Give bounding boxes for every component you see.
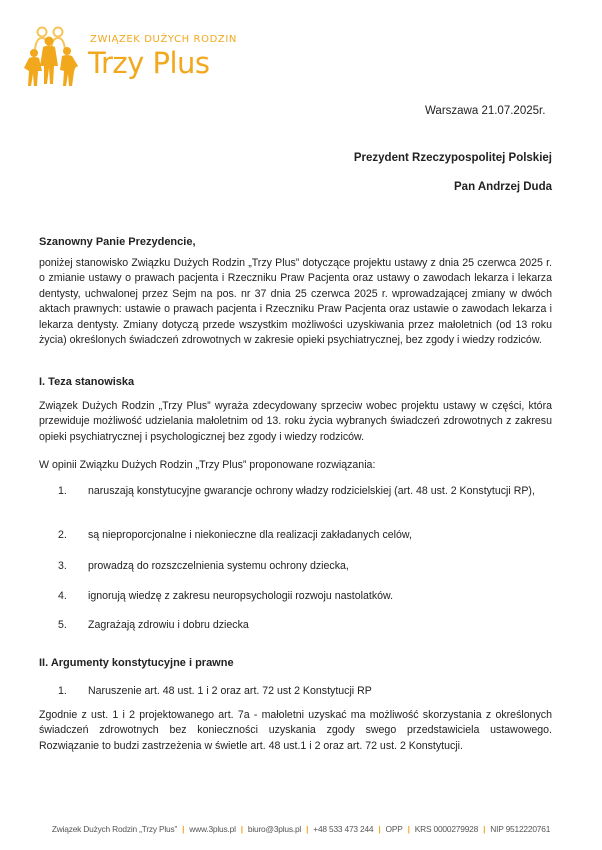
footer-separator: | (378, 824, 381, 834)
list-item (58, 618, 552, 633)
section-1-lead: W opinii Związku Dużych Rodzin „Trzy Plus” proponowane rozwiązania: (39, 459, 376, 471)
footer-separator: | (407, 824, 410, 834)
logo-subtitle: ZWIĄZEK DUŻYCH RODZIN (90, 34, 237, 45)
list-item (58, 484, 552, 499)
list-text: Naruszenie art. 48 ust. 1 i 2 oraz art. 72 ust 2 Konstytucji RP (88, 685, 372, 697)
recipient-title: Prezydent Rzeczypospolitej Polskiej (353, 152, 552, 164)
list-number: 3. (58, 560, 67, 572)
footer-email[interactable]: biuro@3plus.pl (247, 824, 302, 834)
footer-separator: | (483, 824, 486, 834)
list-item (58, 684, 552, 699)
intro-paragraph: poniżej stanowisko Związku Dużych Rodzin „Trzy Plus” dotyczące projektu ustawy z dnia 25 czerwca 2025 r. o zmianie ustawy o prawach pacjenta i Rzeczniku Praw Pacjenta oraz ustawy o zawodach lekarza i lekarza dentysty, uchwalonej przez Sejm na pos. nr 37 dnia 25 czerwca 2025 r. wprowadzającej zmiany w dwóch aktach prawnych: ustawie o prawach pacjenta i Rzeczniku Praw Pacjenta oraz ustawie o zawodach lekarza i lekarza dentysty. Zmiany dotyczą przede wszystkim możliwości uzyskiwania przez małoletnich (od 13 roku życia) określonych świadczeń zdrowotnych w zakresie opieki psychiatrycznej, bez zgody i wiedzy rodziców. (39, 257, 552, 347)
footer-nip: NIP 9512220761 (490, 824, 551, 834)
footer-website[interactable]: www.3plus.pl (189, 824, 236, 834)
list-item (58, 559, 552, 574)
list-number: 5. (58, 619, 67, 631)
list-text: prowadzą do rozszczelnienia systemu ochrony dziecka, (88, 560, 349, 572)
section-1-heading: I. Teza stanowiska (39, 376, 135, 388)
list-text: są nieproporcjonalne i niekonieczne dla realizacji zakładanych celów, (88, 529, 412, 541)
letter-footer (0, 824, 602, 834)
section-2-paragraph: Zgodnie z ust. 1 i 2 projektowanego art. 7a - małoletni uzyskać ma możliwość skorzystania z określonych świadczeń zdrowotnych bez konieczności uzyskania zgody swego przedstawiciela ustawowego. Rozwiązanie to budzi zastrzeżenia w świetle art. 48 ust.1 i 2 oraz art. 72 ust. 2 Konstytucji. (39, 709, 552, 752)
footer-org: Związek Dużych Rodzin „Trzy Plus” (51, 824, 178, 834)
list-item (58, 589, 552, 604)
organization-logo (20, 26, 237, 90)
list-text: naruszają konstytucyjne gwarancje ochrony władzy rodzicielskiej (art. 48 ust. 2 Konstytucji RP), (88, 485, 535, 497)
recipient-name: Pan Andrzej Duda (454, 181, 552, 193)
footer-separator: | (306, 824, 309, 834)
list-number: 1. (58, 485, 67, 497)
footer-krs: KRS 0000279928 (414, 824, 479, 834)
logo-name: Trzy Plus (88, 46, 210, 80)
letter-date: Warszawa 21.07.2025r. (425, 105, 546, 117)
list-item (58, 528, 552, 543)
list-number: 2. (58, 529, 67, 541)
section-1-paragraph: Związek Dużych Rodzin „Trzy Plus” wyraża zdecydowany sprzeciw wobec projektu ustawy w części, która przewiduje możliwość udzielania małoletnim od 13. roku życia wybranych świadczeń zdrowotnych z zakresu opieki psychiatrycznej i psychologicznej bez zgody i wiedzy rodziców. (39, 400, 552, 443)
list-number: 1. (58, 685, 67, 697)
family-figures-icon (20, 26, 82, 90)
list-text: ignorują wiedzę z zakresu neuropsychologii rozwoju nastolatków. (88, 590, 394, 602)
footer-phone: +48 533 473 244 (313, 824, 374, 834)
footer-status: OPP (385, 824, 403, 834)
list-text: Zagrażają zdrowiu i dobru dziecka (88, 619, 249, 631)
section-2-heading: II. Argumenty konstytucyjne i prawne (39, 657, 234, 669)
footer-separator: | (240, 824, 243, 834)
salutation: Szanowny Panie Prezydencie, (39, 236, 196, 248)
list-number: 4. (58, 590, 67, 602)
footer-separator: | (182, 824, 185, 834)
